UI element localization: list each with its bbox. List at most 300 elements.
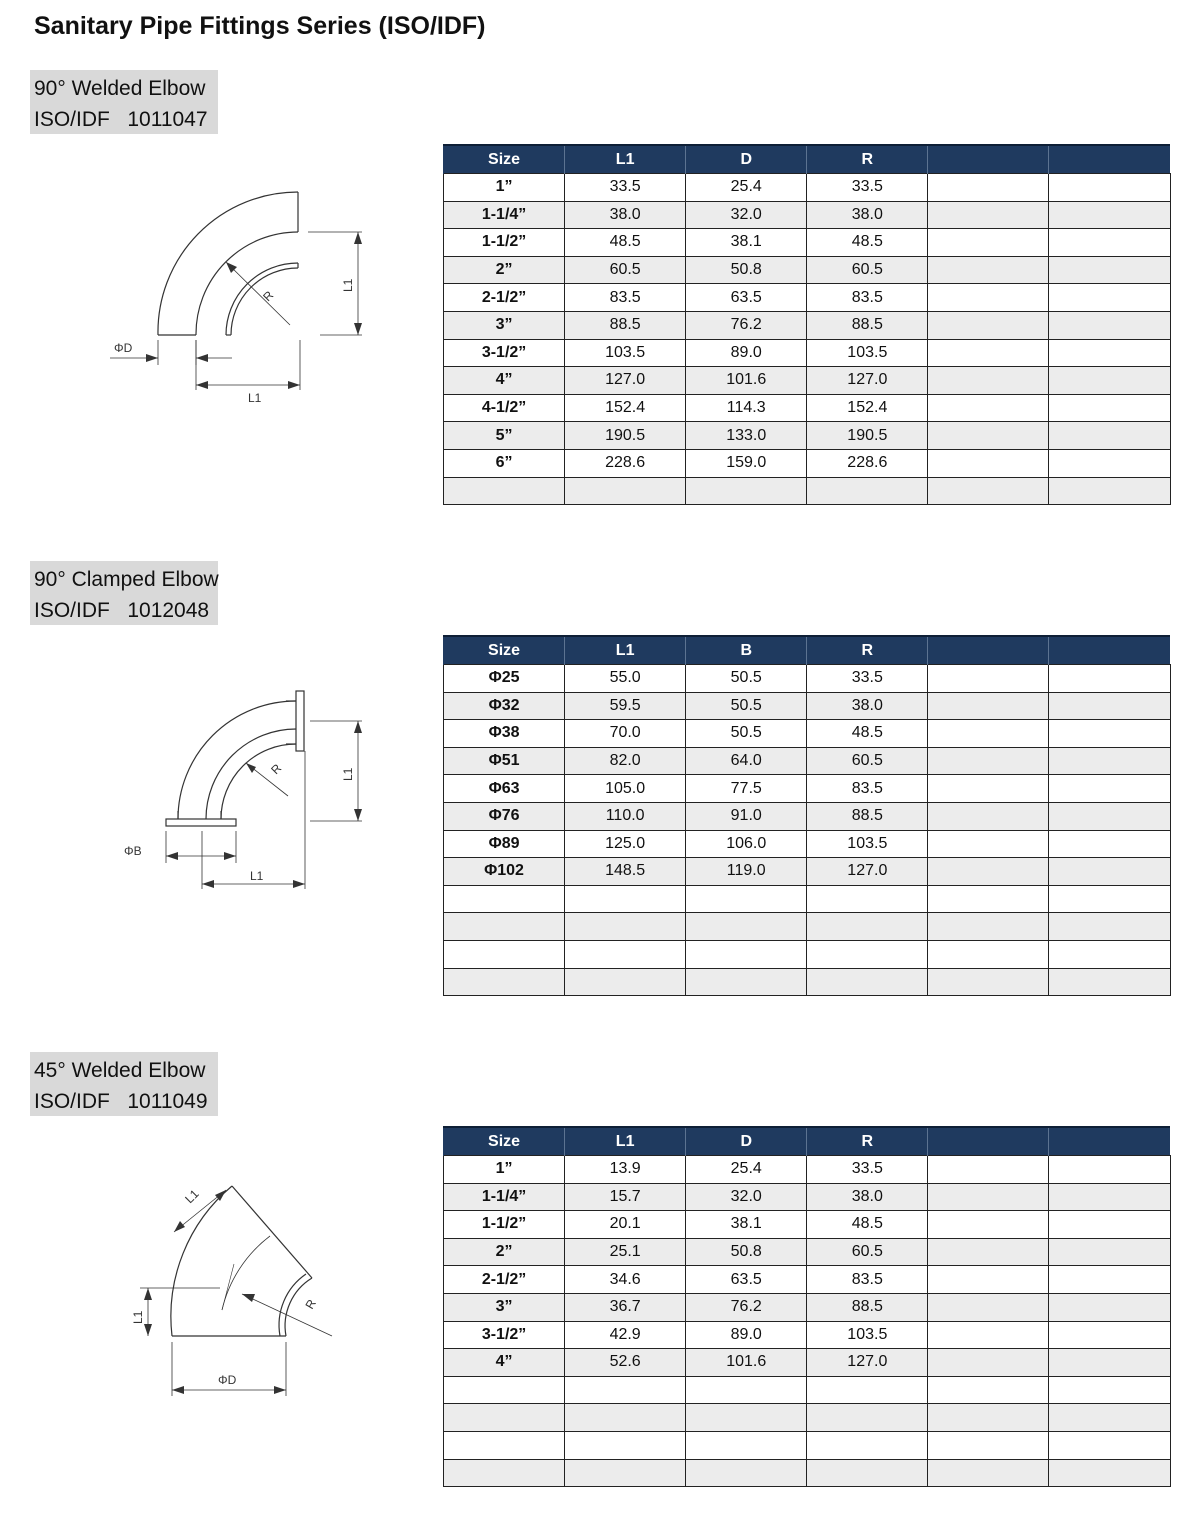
column-header: L1 — [565, 1127, 686, 1156]
table-cell: 60.5 — [807, 1238, 928, 1266]
table-cell — [928, 775, 1049, 803]
table-cell: 228.6 — [807, 449, 928, 477]
elbow-90-clamped-diagram — [100, 671, 380, 911]
table-cell — [1049, 858, 1170, 886]
table-row — [444, 1238, 1171, 1266]
table-cell: 48.5 — [565, 229, 686, 257]
table-cell — [1049, 692, 1170, 720]
drawing-label-radius: R — [302, 1296, 319, 1312]
table-cell: 36.7 — [565, 1293, 686, 1321]
table-cell — [928, 1404, 1049, 1432]
table-row — [444, 229, 1171, 257]
table-cell — [565, 940, 686, 968]
table-cell — [1049, 747, 1170, 775]
table-cell — [928, 367, 1049, 395]
table-cell — [1049, 477, 1170, 505]
table-cell: 25.4 — [686, 1156, 807, 1184]
size-cell: 2-1/2” — [444, 1266, 565, 1294]
table-cell: 125.0 — [565, 830, 686, 858]
table-cell: 38.0 — [807, 201, 928, 229]
section-label — [30, 561, 218, 625]
table-cell — [807, 1404, 928, 1432]
table-cell — [1049, 720, 1170, 748]
table-cell — [1049, 665, 1170, 693]
table-cell — [928, 1156, 1049, 1184]
table-header-row — [444, 145, 1171, 174]
table-cell — [928, 1183, 1049, 1211]
table-row — [444, 339, 1171, 367]
table-cell: 76.2 — [686, 1293, 807, 1321]
table-cell — [928, 720, 1049, 748]
table-cell: 38.1 — [686, 229, 807, 257]
column-header — [928, 145, 1049, 174]
table-cell — [1049, 449, 1170, 477]
table-cell: 55.0 — [565, 665, 686, 693]
page-title: Sanitary Pipe Fittings Series (ISO/IDF) — [34, 12, 486, 40]
table-row — [444, 968, 1171, 996]
table-cell: 190.5 — [807, 422, 928, 450]
size-cell — [444, 477, 565, 505]
table-cell: 50.8 — [686, 1238, 807, 1266]
table-cell — [686, 968, 807, 996]
size-cell — [444, 1459, 565, 1487]
table-cell — [1049, 339, 1170, 367]
table-cell: 119.0 — [686, 858, 807, 886]
table-cell — [565, 913, 686, 941]
table-cell: 114.3 — [686, 394, 807, 422]
table-cell — [1049, 1459, 1170, 1487]
table-cell: 52.6 — [565, 1349, 686, 1377]
table-cell: 103.5 — [807, 1321, 928, 1349]
table-row — [444, 940, 1171, 968]
table-cell — [928, 885, 1049, 913]
size-cell: 2” — [444, 256, 565, 284]
table-cell: 38.1 — [686, 1211, 807, 1239]
column-header: R — [807, 1127, 928, 1156]
table-cell: 101.6 — [686, 1349, 807, 1377]
table-row — [444, 367, 1171, 395]
table-cell — [1049, 968, 1170, 996]
table-cell: 20.1 — [565, 1211, 686, 1239]
section-label — [30, 1052, 218, 1116]
table-row — [444, 477, 1171, 505]
column-header: R — [807, 636, 928, 665]
table-row — [444, 1431, 1171, 1459]
size-cell — [444, 1376, 565, 1404]
spec-table-90-welded-elbow — [443, 144, 1171, 505]
elbow-90-welded-diagram — [100, 180, 380, 420]
column-header — [1049, 1127, 1170, 1156]
table-cell — [686, 940, 807, 968]
column-header — [1049, 145, 1170, 174]
drawing-90-clamped-elbow — [100, 671, 380, 911]
table-cell: 152.4 — [807, 394, 928, 422]
size-cell: 5” — [444, 422, 565, 450]
table-cell — [1049, 802, 1170, 830]
drawing-label-length-horizontal: L1 — [250, 869, 264, 883]
table-cell — [928, 1376, 1049, 1404]
table-cell: 190.5 — [565, 422, 686, 450]
table-cell — [1049, 1404, 1170, 1432]
table-cell: 88.5 — [807, 802, 928, 830]
table-row — [444, 802, 1171, 830]
table-cell: 64.0 — [686, 747, 807, 775]
drawing-90-welded-elbow — [100, 180, 380, 420]
table-cell: 103.5 — [565, 339, 686, 367]
table-cell: 50.5 — [686, 665, 807, 693]
table-cell — [1049, 830, 1170, 858]
column-header: L1 — [565, 636, 686, 665]
table-cell — [565, 1404, 686, 1432]
size-cell: Φ89 — [444, 830, 565, 858]
table-cell — [928, 1459, 1049, 1487]
size-cell: 4” — [444, 367, 565, 395]
size-cell: Φ76 — [444, 802, 565, 830]
table-cell — [565, 968, 686, 996]
size-cell: Φ32 — [444, 692, 565, 720]
section-name: 90° Welded Elbow — [34, 77, 206, 100]
table-cell — [565, 477, 686, 505]
table-cell — [1049, 422, 1170, 450]
column-header — [1049, 636, 1170, 665]
table-cell — [928, 665, 1049, 693]
size-cell: 2” — [444, 1238, 565, 1266]
size-cell — [444, 968, 565, 996]
table-cell — [928, 311, 1049, 339]
drawing-label-radius: R — [268, 761, 285, 778]
table-cell: 76.2 — [686, 311, 807, 339]
table-row — [444, 1459, 1171, 1487]
size-cell: Φ63 — [444, 775, 565, 803]
table-cell — [1049, 1183, 1170, 1211]
table-cell: 228.6 — [565, 449, 686, 477]
table-row — [444, 747, 1171, 775]
table-cell — [928, 1211, 1049, 1239]
size-cell — [444, 1404, 565, 1432]
section-90-welded-elbow — [0, 70, 1203, 540]
table-cell — [928, 201, 1049, 229]
size-cell: 1” — [444, 1156, 565, 1184]
table-row — [444, 830, 1171, 858]
table-row — [444, 256, 1171, 284]
table-cell — [1049, 229, 1170, 257]
section-code: ISO/IDF 1011047 — [34, 108, 208, 131]
drawing-45-welded-elbow — [100, 1160, 380, 1400]
size-cell: 6” — [444, 449, 565, 477]
table-cell: 33.5 — [807, 665, 928, 693]
column-header: Size — [444, 145, 565, 174]
spec-table-90-clamped-elbow — [443, 635, 1171, 996]
table-row — [444, 1376, 1171, 1404]
table-cell — [1049, 1349, 1170, 1377]
table-cell — [928, 692, 1049, 720]
table-cell: 50.5 — [686, 720, 807, 748]
table-cell: 33.5 — [807, 1156, 928, 1184]
size-cell — [444, 1431, 565, 1459]
elbow-45-welded-diagram — [100, 1160, 380, 1400]
table-cell: 32.0 — [686, 1183, 807, 1211]
table-cell — [1049, 394, 1170, 422]
size-cell: 1-1/2” — [444, 1211, 565, 1239]
table-cell — [1049, 1266, 1170, 1294]
table-cell — [1049, 940, 1170, 968]
table-cell: 25.1 — [565, 1238, 686, 1266]
table-cell — [1049, 1293, 1170, 1321]
table-row — [444, 1349, 1171, 1377]
table-cell — [1049, 775, 1170, 803]
column-header: R — [807, 145, 928, 174]
table-cell — [928, 913, 1049, 941]
column-header: Size — [444, 1127, 565, 1156]
table-cell: 127.0 — [807, 858, 928, 886]
table-cell: 89.0 — [686, 1321, 807, 1349]
table-cell — [807, 1376, 928, 1404]
table-cell: 148.5 — [565, 858, 686, 886]
table-header-row — [444, 636, 1171, 665]
section-45-welded-elbow — [0, 1052, 1203, 1522]
size-cell: 3” — [444, 311, 565, 339]
table-row — [444, 394, 1171, 422]
size-cell: 4” — [444, 1349, 565, 1377]
table-row — [444, 1183, 1171, 1211]
size-cell: 1-1/4” — [444, 1183, 565, 1211]
table-row — [444, 311, 1171, 339]
table-cell: 83.5 — [565, 284, 686, 312]
table-cell — [928, 940, 1049, 968]
size-cell — [444, 940, 565, 968]
table-cell: 70.0 — [565, 720, 686, 748]
table-cell — [928, 858, 1049, 886]
table-cell: 110.0 — [565, 802, 686, 830]
table-cell — [928, 284, 1049, 312]
column-header: Size — [444, 636, 565, 665]
table-cell: 13.9 — [565, 1156, 686, 1184]
table-row — [444, 775, 1171, 803]
table-cell — [686, 1404, 807, 1432]
table-cell: 127.0 — [565, 367, 686, 395]
table-cell: 133.0 — [686, 422, 807, 450]
table-cell — [928, 1293, 1049, 1321]
table-row — [444, 858, 1171, 886]
column-header: D — [686, 145, 807, 174]
table-cell — [807, 913, 928, 941]
table-cell: 42.9 — [565, 1321, 686, 1349]
table-cell: 63.5 — [686, 1266, 807, 1294]
table-cell: 59.5 — [565, 692, 686, 720]
table-row — [444, 284, 1171, 312]
table-cell — [928, 477, 1049, 505]
table-cell: 105.0 — [565, 775, 686, 803]
table-cell: 50.8 — [686, 256, 807, 284]
table-cell — [1049, 367, 1170, 395]
table-cell — [928, 830, 1049, 858]
table-cell — [1049, 311, 1170, 339]
table-cell: 25.4 — [686, 174, 807, 202]
table-cell — [1049, 174, 1170, 202]
table-cell — [928, 1321, 1049, 1349]
table-cell — [928, 256, 1049, 284]
table-cell: 101.6 — [686, 367, 807, 395]
table-cell — [807, 477, 928, 505]
drawing-label-length-horizontal: L1 — [248, 391, 262, 405]
section-label — [30, 70, 218, 134]
table-header-row — [444, 1127, 1171, 1156]
table-cell — [807, 1431, 928, 1459]
drawing-label-length-vertical: L1 — [341, 767, 355, 781]
column-header: L1 — [565, 145, 686, 174]
table-cell: 127.0 — [807, 1349, 928, 1377]
table-cell — [928, 339, 1049, 367]
table-cell — [686, 477, 807, 505]
table-cell — [1049, 284, 1170, 312]
size-cell: Φ102 — [444, 858, 565, 886]
size-cell: Φ38 — [444, 720, 565, 748]
table-cell: 50.5 — [686, 692, 807, 720]
table-cell — [928, 394, 1049, 422]
table-cell — [1049, 885, 1170, 913]
table-cell — [928, 968, 1049, 996]
table-row — [444, 1156, 1171, 1184]
table-cell: 38.0 — [807, 692, 928, 720]
table-row — [444, 422, 1171, 450]
table-cell: 88.5 — [807, 1293, 928, 1321]
table-cell: 159.0 — [686, 449, 807, 477]
table-cell — [1049, 256, 1170, 284]
table-cell — [928, 802, 1049, 830]
table-cell — [1049, 1376, 1170, 1404]
size-cell: 1-1/4” — [444, 201, 565, 229]
section-code: ISO/IDF 1012048 — [34, 599, 210, 622]
table-row — [444, 1404, 1171, 1432]
size-cell: 3-1/2” — [444, 1321, 565, 1349]
table-cell — [565, 1431, 686, 1459]
table-cell — [928, 229, 1049, 257]
table-row — [444, 720, 1171, 748]
table-cell — [565, 1376, 686, 1404]
table-cell: 83.5 — [807, 284, 928, 312]
table-cell: 77.5 — [686, 775, 807, 803]
table-cell — [928, 1349, 1049, 1377]
table-cell — [928, 422, 1049, 450]
table-row — [444, 201, 1171, 229]
table-cell — [1049, 1321, 1170, 1349]
table-cell: 15.7 — [565, 1183, 686, 1211]
table-row — [444, 1211, 1171, 1239]
drawing-label-length-vertical: L1 — [131, 1310, 145, 1324]
drawing-label-diameter: ΦD — [114, 341, 133, 355]
size-cell: 1-1/2” — [444, 229, 565, 257]
table-cell — [1049, 1431, 1170, 1459]
table-cell: 60.5 — [565, 256, 686, 284]
drawing-label-diameter: ΦB — [124, 844, 142, 858]
drawing-label-length-vertical: L1 — [341, 278, 355, 292]
size-cell: 3-1/2” — [444, 339, 565, 367]
table-cell — [686, 1459, 807, 1487]
table-row — [444, 692, 1171, 720]
table-cell: 33.5 — [565, 174, 686, 202]
table-cell — [1049, 201, 1170, 229]
section-name: 90° Clamped Elbow — [34, 568, 219, 591]
column-header: D — [686, 1127, 807, 1156]
table-cell: 106.0 — [686, 830, 807, 858]
table-cell: 33.5 — [807, 174, 928, 202]
table-cell — [928, 1238, 1049, 1266]
table-cell — [807, 885, 928, 913]
section-90-clamped-elbow — [0, 561, 1203, 1031]
size-cell: 3” — [444, 1293, 565, 1321]
table-cell: 89.0 — [686, 339, 807, 367]
table-cell: 63.5 — [686, 284, 807, 312]
column-header — [928, 1127, 1049, 1156]
table-cell: 127.0 — [807, 367, 928, 395]
table-cell: 83.5 — [807, 1266, 928, 1294]
table-cell: 48.5 — [807, 720, 928, 748]
table-cell: 88.5 — [807, 311, 928, 339]
table-cell — [928, 1266, 1049, 1294]
table-cell: 152.4 — [565, 394, 686, 422]
section-name: 45° Welded Elbow — [34, 1059, 206, 1082]
table-cell: 83.5 — [807, 775, 928, 803]
table-cell — [1049, 1211, 1170, 1239]
table-cell — [928, 1431, 1049, 1459]
table-cell: 82.0 — [565, 747, 686, 775]
table-cell — [686, 1431, 807, 1459]
table-cell: 60.5 — [807, 747, 928, 775]
table-cell — [1049, 913, 1170, 941]
table-cell — [928, 174, 1049, 202]
table-cell: 48.5 — [807, 1211, 928, 1239]
table-cell: 91.0 — [686, 802, 807, 830]
table-cell — [686, 1376, 807, 1404]
table-cell — [807, 1459, 928, 1487]
table-cell — [807, 940, 928, 968]
table-row — [444, 885, 1171, 913]
table-cell: 88.5 — [565, 311, 686, 339]
table-row — [444, 1293, 1171, 1321]
section-code: ISO/IDF 1011049 — [34, 1090, 208, 1113]
table-row — [444, 665, 1171, 693]
table-cell: 103.5 — [807, 339, 928, 367]
table-cell — [1049, 1156, 1170, 1184]
size-cell: Φ25 — [444, 665, 565, 693]
table-cell — [807, 968, 928, 996]
drawing-label-length-diagonal: L1 — [182, 1186, 202, 1207]
table-row — [444, 1321, 1171, 1349]
table-cell — [686, 913, 807, 941]
size-cell: 2-1/2” — [444, 284, 565, 312]
table-row — [444, 913, 1171, 941]
table-cell: 38.0 — [807, 1183, 928, 1211]
table-cell: 60.5 — [807, 256, 928, 284]
drawing-label-diameter: ΦD — [218, 1373, 237, 1387]
table-cell: 38.0 — [565, 201, 686, 229]
size-cell: Φ51 — [444, 747, 565, 775]
table-cell: 103.5 — [807, 830, 928, 858]
table-cell — [565, 1459, 686, 1487]
table-cell: 48.5 — [807, 229, 928, 257]
size-cell: 1” — [444, 174, 565, 202]
drawing-label-radius: R — [260, 288, 277, 305]
table-row — [444, 174, 1171, 202]
column-header — [928, 636, 1049, 665]
table-cell — [1049, 1238, 1170, 1266]
column-header: B — [686, 636, 807, 665]
size-cell — [444, 913, 565, 941]
table-cell: 32.0 — [686, 201, 807, 229]
spec-table-45-welded-elbow — [443, 1126, 1171, 1487]
size-cell: 4-1/2” — [444, 394, 565, 422]
table-cell — [565, 885, 686, 913]
